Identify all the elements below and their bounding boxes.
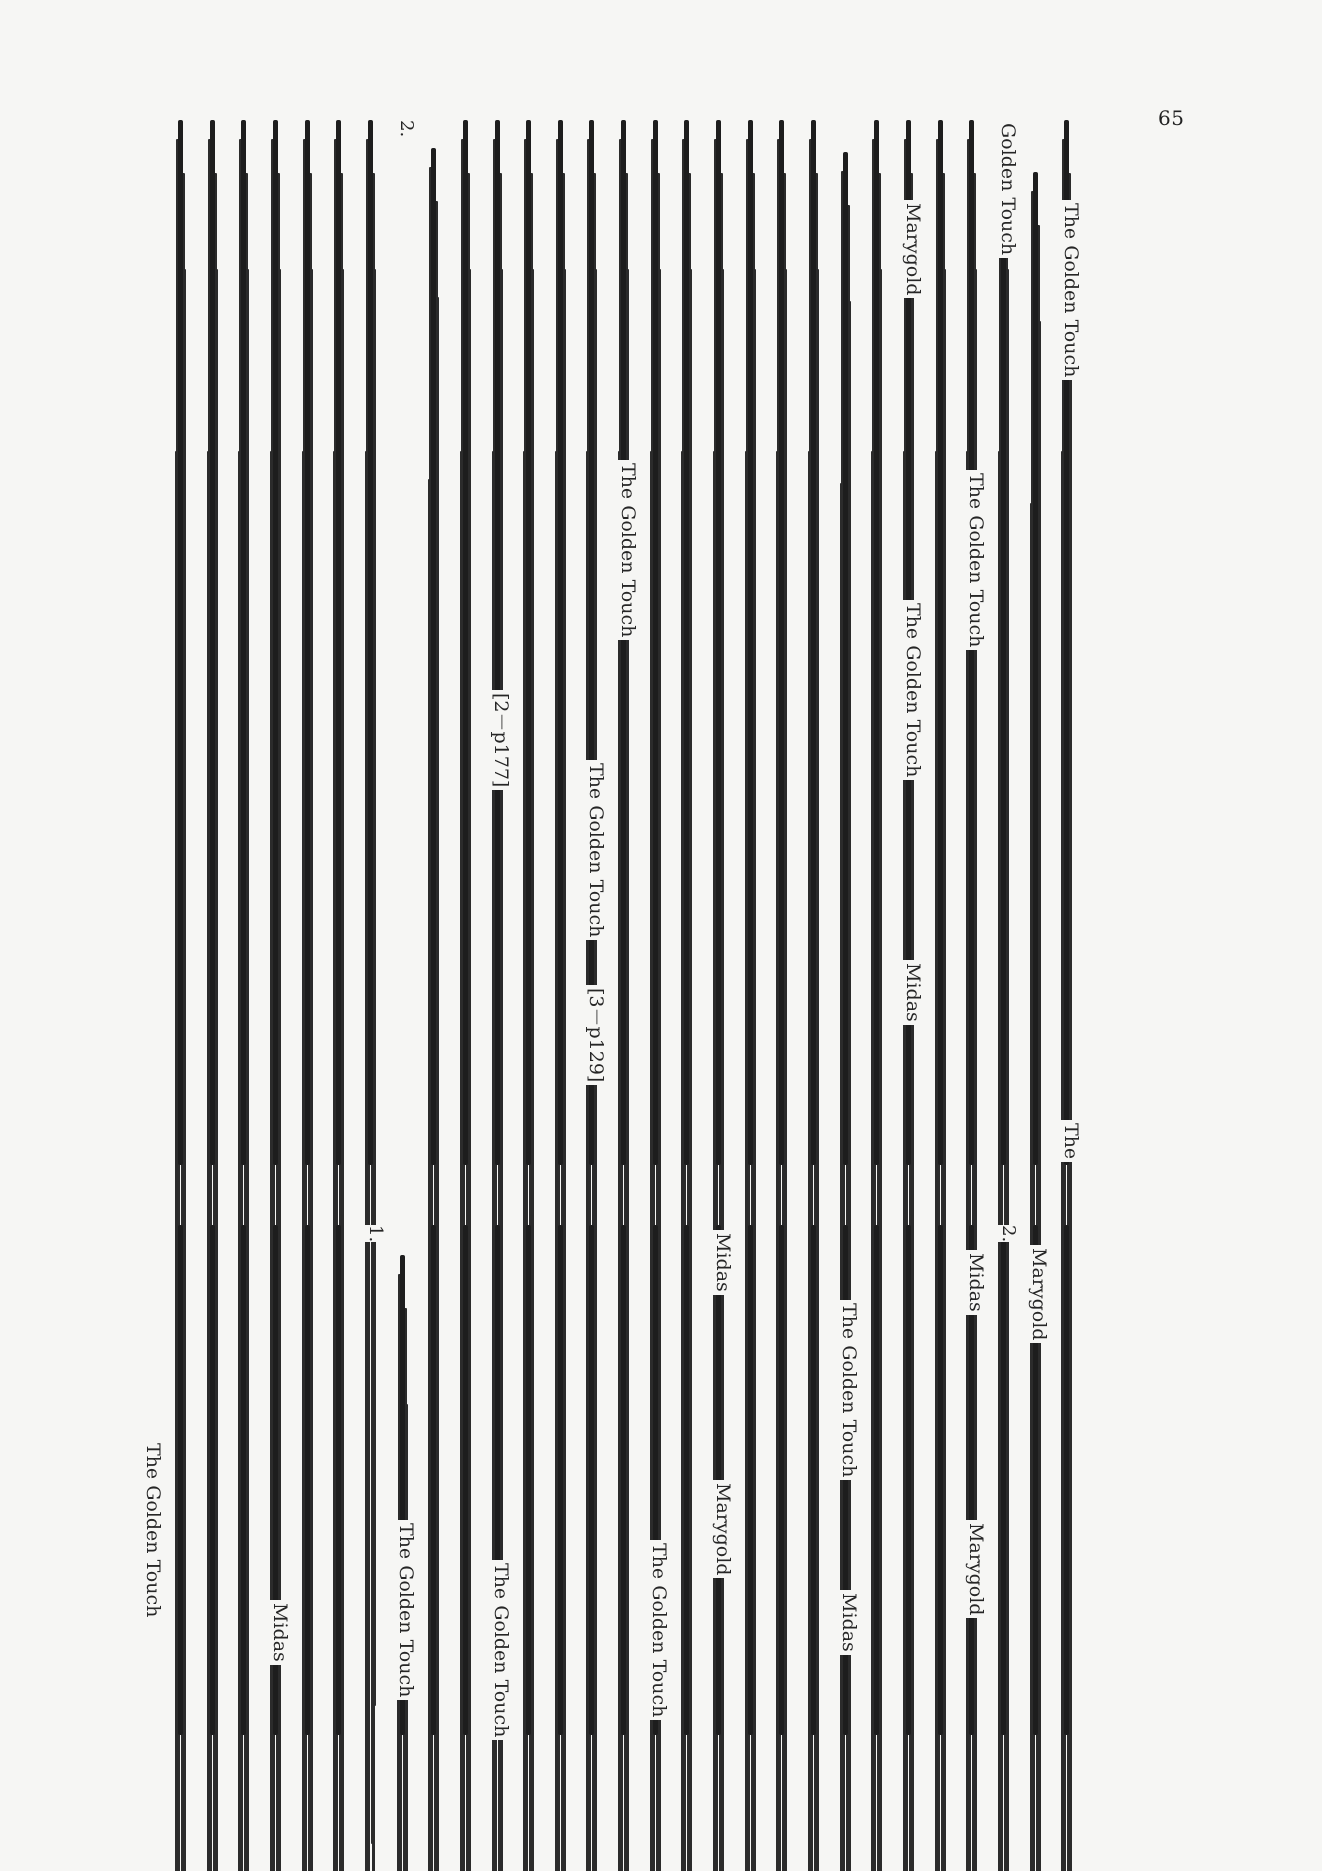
latin-insert: Golden Touch: [997, 120, 1019, 258]
text-line: [232, 120, 254, 1165]
text-line: [486, 120, 508, 1165]
text-line: [169, 1225, 191, 1735]
text-line: [549, 1225, 571, 1735]
text-line: [612, 1225, 634, 1735]
text-line: [644, 120, 666, 1165]
text-line: [802, 1225, 824, 1735]
text-line: [422, 148, 444, 1165]
section-number: 1.: [365, 1225, 386, 1243]
latin-insert: The Golden Touch: [902, 600, 924, 780]
latin-insert: The: [1060, 1120, 1082, 1162]
latin-insert: Midas: [269, 1600, 291, 1665]
text-line: [296, 1225, 318, 1735]
text-line: [454, 120, 476, 1165]
latin-insert: The Golden Touch: [1060, 200, 1082, 380]
section-number: 2.: [396, 120, 417, 138]
text-line: [992, 120, 1014, 1165]
latin-insert: Marygold: [965, 1520, 987, 1618]
latin-insert: Marygold: [1028, 1245, 1050, 1343]
text-line: [802, 120, 824, 1165]
text-line: [422, 1225, 444, 1735]
text-line: [327, 1225, 349, 1735]
latin-insert: Midas: [965, 1250, 987, 1315]
text-line: [675, 120, 697, 1165]
latin-insert: The Golden Touch: [490, 1560, 512, 1740]
latin-insert: [2－p177]: [490, 690, 512, 790]
text-line: [992, 1225, 1014, 1735]
text-line: [1024, 172, 1046, 1165]
latin-insert: Midas: [902, 960, 924, 1025]
text-line: [834, 152, 856, 1165]
latin-insert: The Golden Touch: [617, 460, 639, 640]
latin-insert: Marygold: [712, 1480, 734, 1578]
text-line: [454, 1225, 476, 1735]
text-line: [201, 120, 223, 1165]
latin-insert: Midas: [838, 1590, 860, 1655]
text-line: [517, 1225, 539, 1735]
text-line: [1055, 1225, 1077, 1735]
latin-insert: The Golden Touch: [395, 1520, 417, 1700]
text-line: [549, 120, 571, 1165]
latin-insert: The Golden Touch: [648, 1540, 670, 1720]
text-line: [770, 120, 792, 1165]
text-line: [739, 120, 761, 1165]
text-line: [169, 120, 191, 1165]
section-number: 2.: [998, 1225, 1019, 1243]
text-line: [612, 120, 634, 1165]
page-number: 65: [1158, 106, 1185, 130]
text-line: [580, 1225, 602, 1735]
text-line: [296, 120, 318, 1165]
latin-insert: The Golden Touch: [838, 1300, 860, 1480]
text-line: [359, 120, 381, 1165]
text-line: [201, 1225, 223, 1735]
text-line: [707, 120, 729, 1165]
text-line: [929, 1225, 951, 1735]
latin-insert: The Golden Touch: [142, 1440, 164, 1620]
latin-insert: Marygold: [902, 200, 924, 298]
latin-insert: The Golden Touch: [965, 470, 987, 650]
text-line: [897, 1225, 919, 1735]
text-line: [929, 120, 951, 1165]
text-line: [517, 120, 539, 1165]
text-line: [264, 120, 286, 1165]
text-line: [770, 1225, 792, 1735]
text-line: [865, 120, 887, 1165]
text-line: [232, 1225, 254, 1735]
text-line: [739, 1225, 761, 1735]
latin-insert: [3－p129]: [585, 985, 607, 1085]
text-line: [327, 120, 349, 1165]
latin-insert: Midas: [712, 1230, 734, 1295]
text-line: [675, 1225, 697, 1735]
text-line: [865, 1225, 887, 1735]
latin-insert: The Golden Touch: [585, 760, 607, 940]
